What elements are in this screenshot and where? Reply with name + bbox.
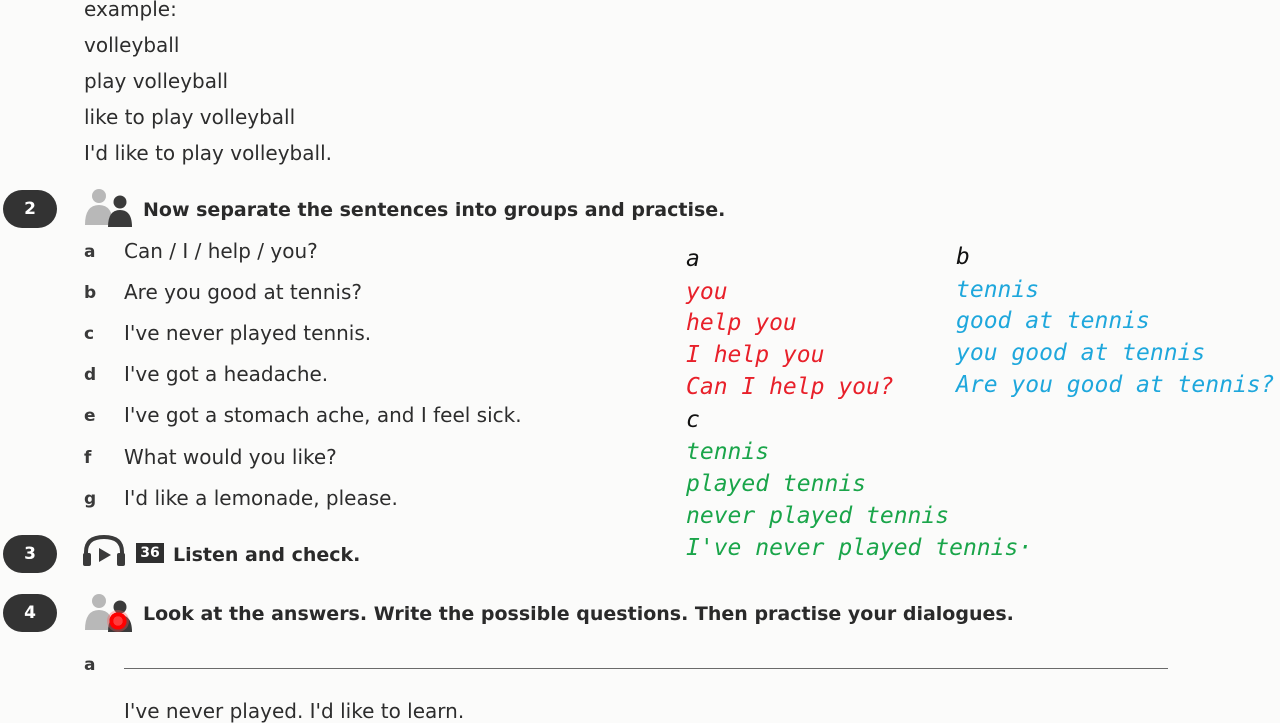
sentence-text: I've got a headache. [124, 362, 329, 386]
sentence-text: Are you good at tennis? [124, 280, 362, 304]
annotation-line: help you [686, 310, 797, 336]
exercise-number-badge: 2 [3, 190, 57, 228]
annotation-line: played tennis [686, 471, 867, 497]
annotation-line: good at tennis [956, 308, 1150, 334]
item-answer: I've never played. I'd like to learn. [124, 699, 465, 723]
sentence-letter: d [84, 365, 97, 385]
sentence-letter: a [84, 242, 96, 262]
exercise-2-instruction: Now separate the sentences into groups and practise. [143, 199, 726, 221]
sentence-text: I'd like a lemonade, please. [124, 486, 398, 510]
sentence-letter: b [84, 283, 97, 303]
sentence-letter: g [84, 489, 97, 509]
answer-writing-line[interactable] [124, 668, 1168, 669]
annotation-group-label: a [686, 246, 700, 272]
annotation-group-label: b [956, 244, 970, 270]
sentence-letter: e [84, 406, 96, 426]
annotation-line: I've never played tennis· [686, 535, 1033, 561]
sentence-letter: f [84, 448, 92, 468]
item-letter: a [84, 655, 96, 675]
sentence-text: I've never played tennis. [124, 321, 372, 345]
pair-work-icon [82, 187, 138, 227]
example-label: example: [84, 0, 177, 21]
exercise-number-badge: 3 [3, 535, 57, 573]
annotation-line: I help you [686, 342, 825, 368]
annotation-group-label: c [686, 407, 700, 433]
annotation-line: you good at tennis [956, 340, 1206, 366]
exercise-4-instruction: Look at the answers. Write the possible questions. Then practise your dialogues. [143, 603, 1014, 625]
example-line: like to play volleyball [84, 105, 296, 129]
exercise-number-badge: 4 [3, 594, 57, 632]
annotation-line: you [686, 279, 728, 305]
annotation-line: Are you good at tennis? [956, 372, 1275, 398]
example-line: volleyball [84, 33, 180, 57]
sentence-text: I've got a stomach ache, and I feel sick. [124, 403, 522, 427]
sentence-letter: c [84, 324, 95, 344]
sentence-text: What would you like? [124, 445, 337, 469]
annotation-line: never played tennis [686, 503, 950, 529]
headphones-icon [82, 534, 126, 568]
annotation-line: Can I help you? [686, 374, 894, 400]
annotation-line: tennis [956, 277, 1040, 303]
example-line: I'd like to play volleyball. [84, 141, 332, 165]
exercise-3-instruction: Listen and check. [173, 544, 361, 566]
track-number: 36 [136, 543, 164, 563]
annotation-line: tennis [686, 439, 770, 465]
cursor-indicator-icon [107, 610, 129, 632]
example-line: play volleyball [84, 69, 229, 93]
sentence-text: Can / I / help / you? [124, 239, 318, 263]
